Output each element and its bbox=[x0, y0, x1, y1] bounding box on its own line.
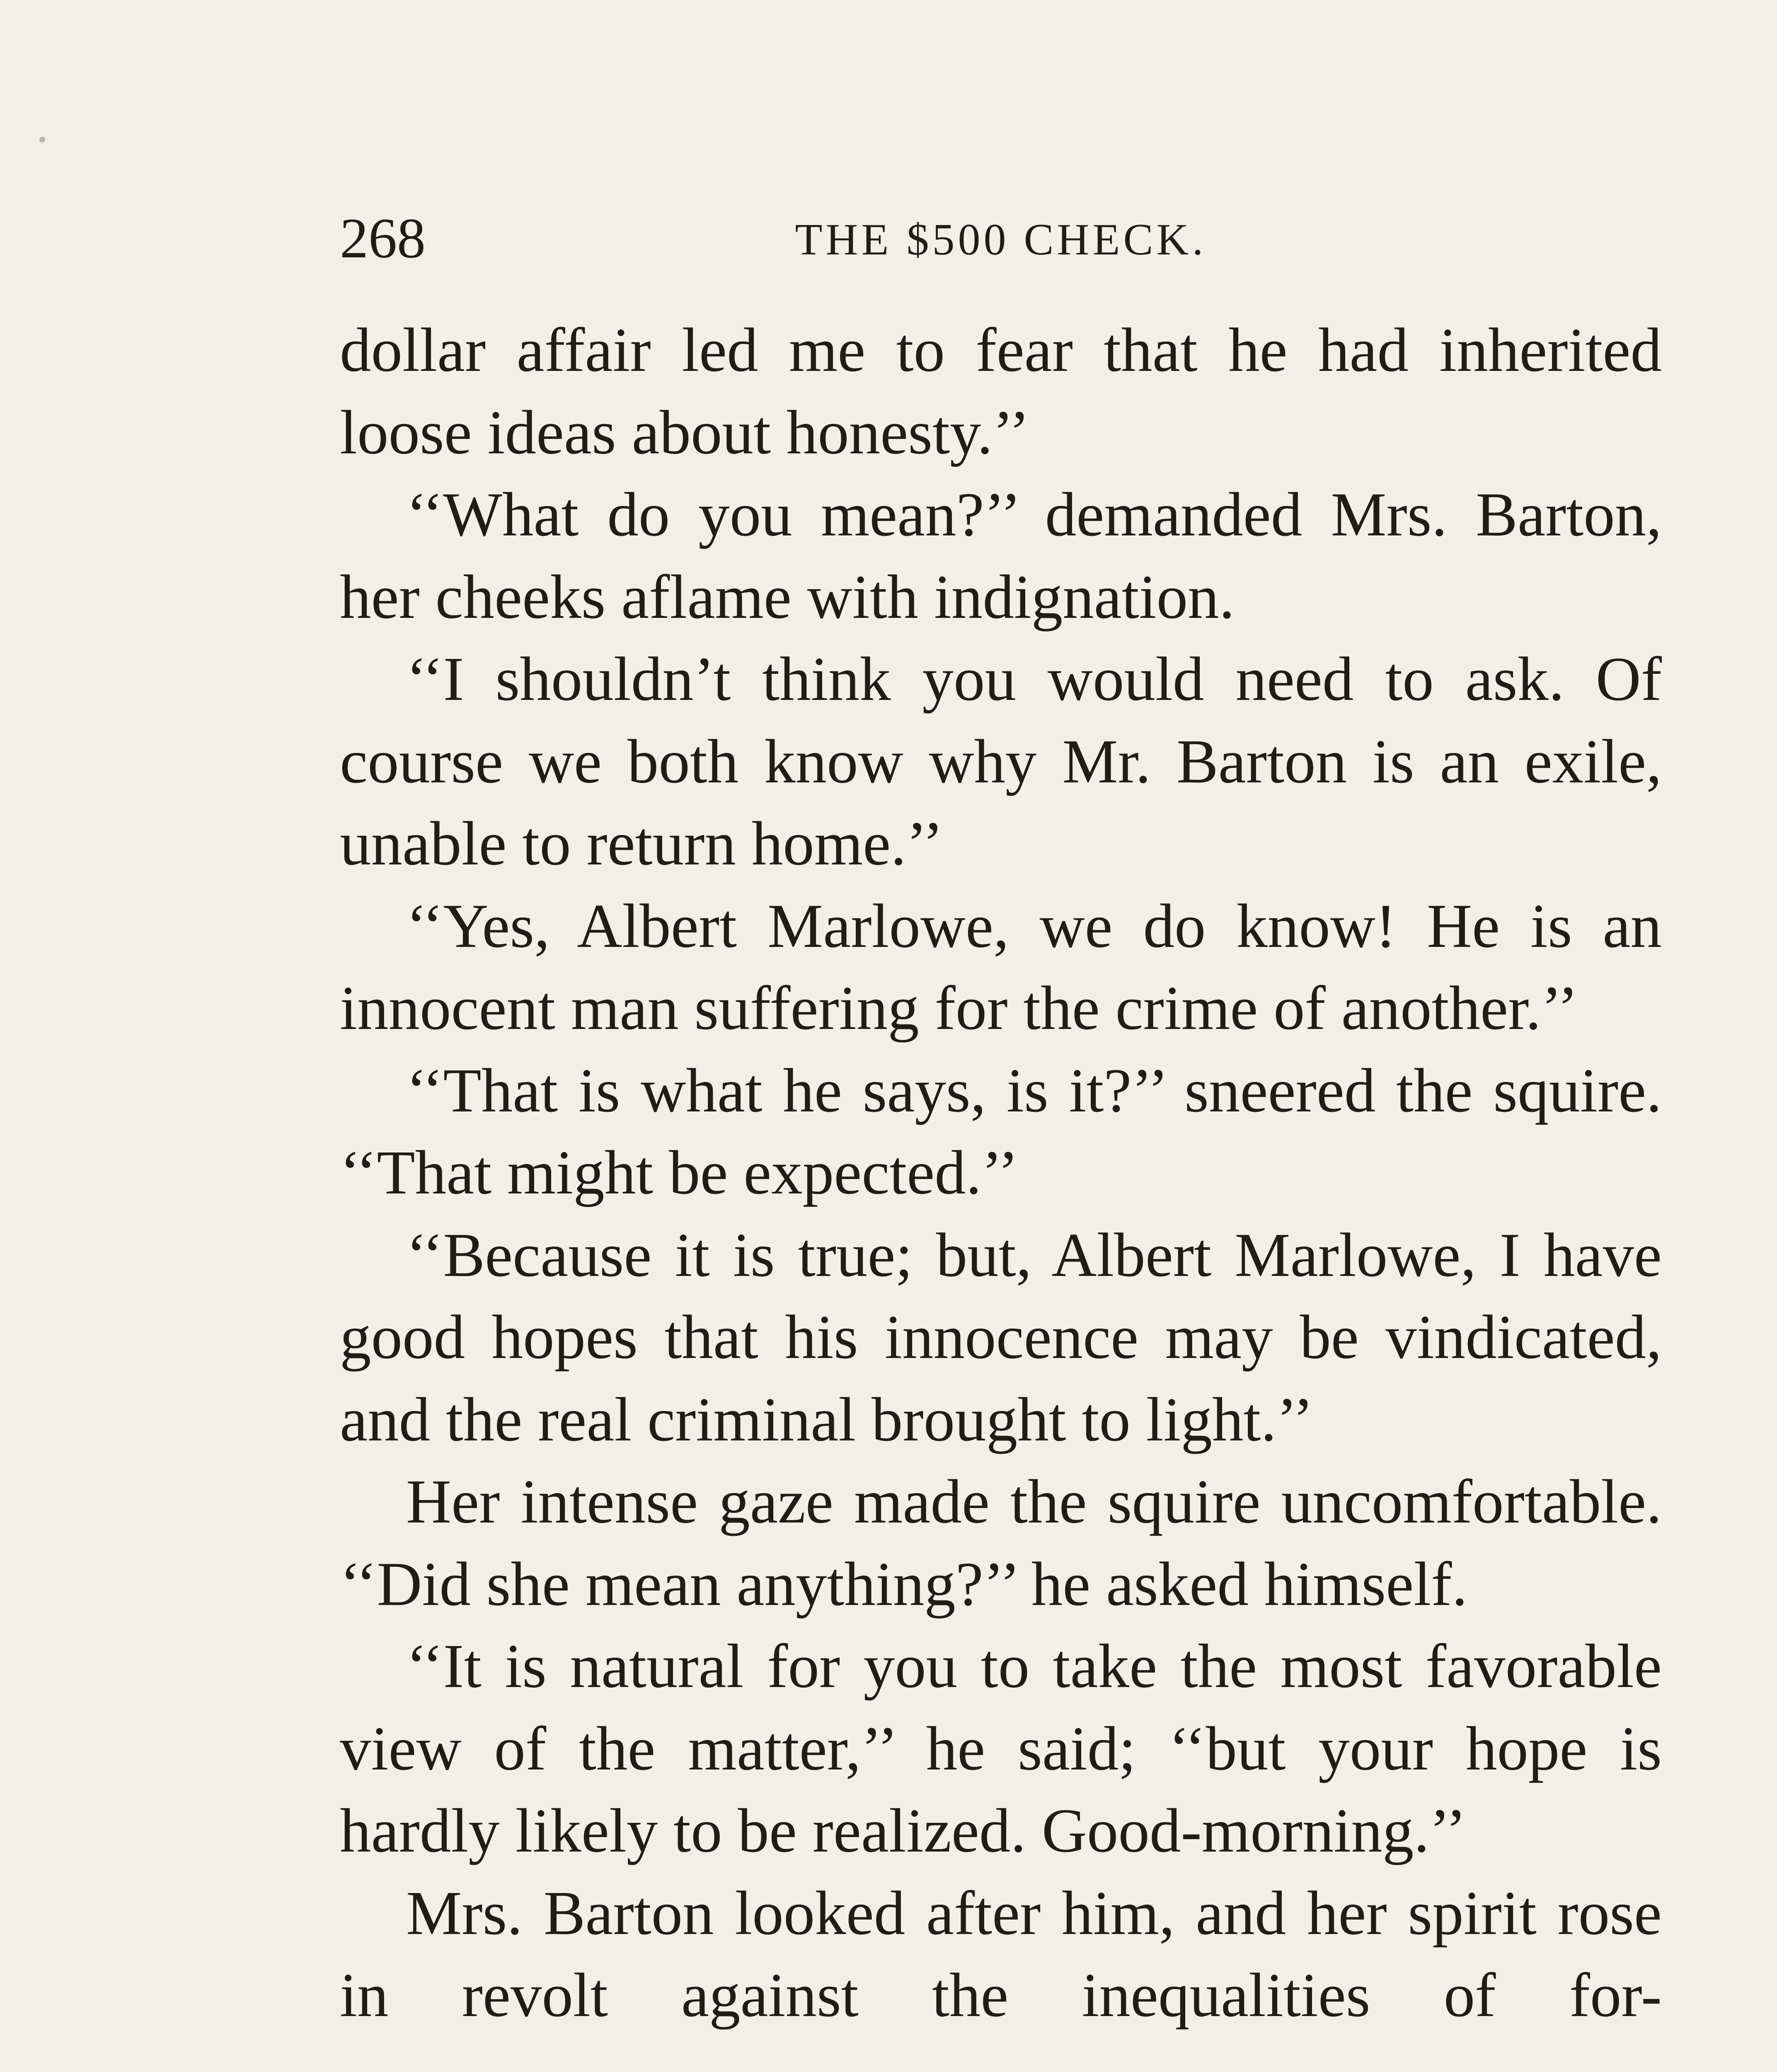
paragraph-7: Her intense gaze made the squire uncomfortable. ‘‘Did she mean anything?’’ he asked himself. bbox=[340, 1467, 1662, 1619]
paragraph-9: Mrs. Barton looked after him, and her spirit rose in revolt against the inequalities of for- bbox=[340, 1878, 1662, 2030]
paragraph-4: ‘‘Yes, Albert Marlowe, we do know! He is an innocent man suffering for the crime of another.’’ bbox=[340, 891, 1662, 1043]
page-number: 268 bbox=[340, 206, 426, 270]
running-head-text: THE $500 CHECK. bbox=[795, 215, 1207, 264]
paragraph-6: ‘‘Because it is true; but, Albert Marlowe, I have good hopes that his innocence may be vindicated, and the real criminal brought to light.’’ bbox=[340, 1220, 1662, 1454]
running-head bbox=[340, 201, 1662, 277]
paper-speck bbox=[39, 137, 45, 143]
body-text bbox=[340, 309, 1662, 2036]
paragraph-2: ‘‘What do you mean?’’ demanded Mrs. Barton, her cheeks aflame with indignation. bbox=[340, 479, 1662, 632]
paragraph-1: dollar affair led me to fear that he had inherited loose ideas about honesty.’’ bbox=[340, 315, 1662, 467]
paragraph-3: ‘‘I shouldn’t think you would need to ask. Of course we both know why Mr. Barton is an exile, unable to return home.’’ bbox=[340, 644, 1662, 878]
paragraph-5: ‘‘That is what he says, is it?’’ sneered the squire. ‘‘That might be expected.’’ bbox=[340, 1055, 1662, 1207]
page-header bbox=[340, 201, 1662, 276]
paragraph-8: ‘‘It is natural for you to take the most favorable view of the matter,’’ he said; ‘‘but your hope is hardly likely to be realized. Good-morning.’’ bbox=[340, 1631, 1662, 1865]
